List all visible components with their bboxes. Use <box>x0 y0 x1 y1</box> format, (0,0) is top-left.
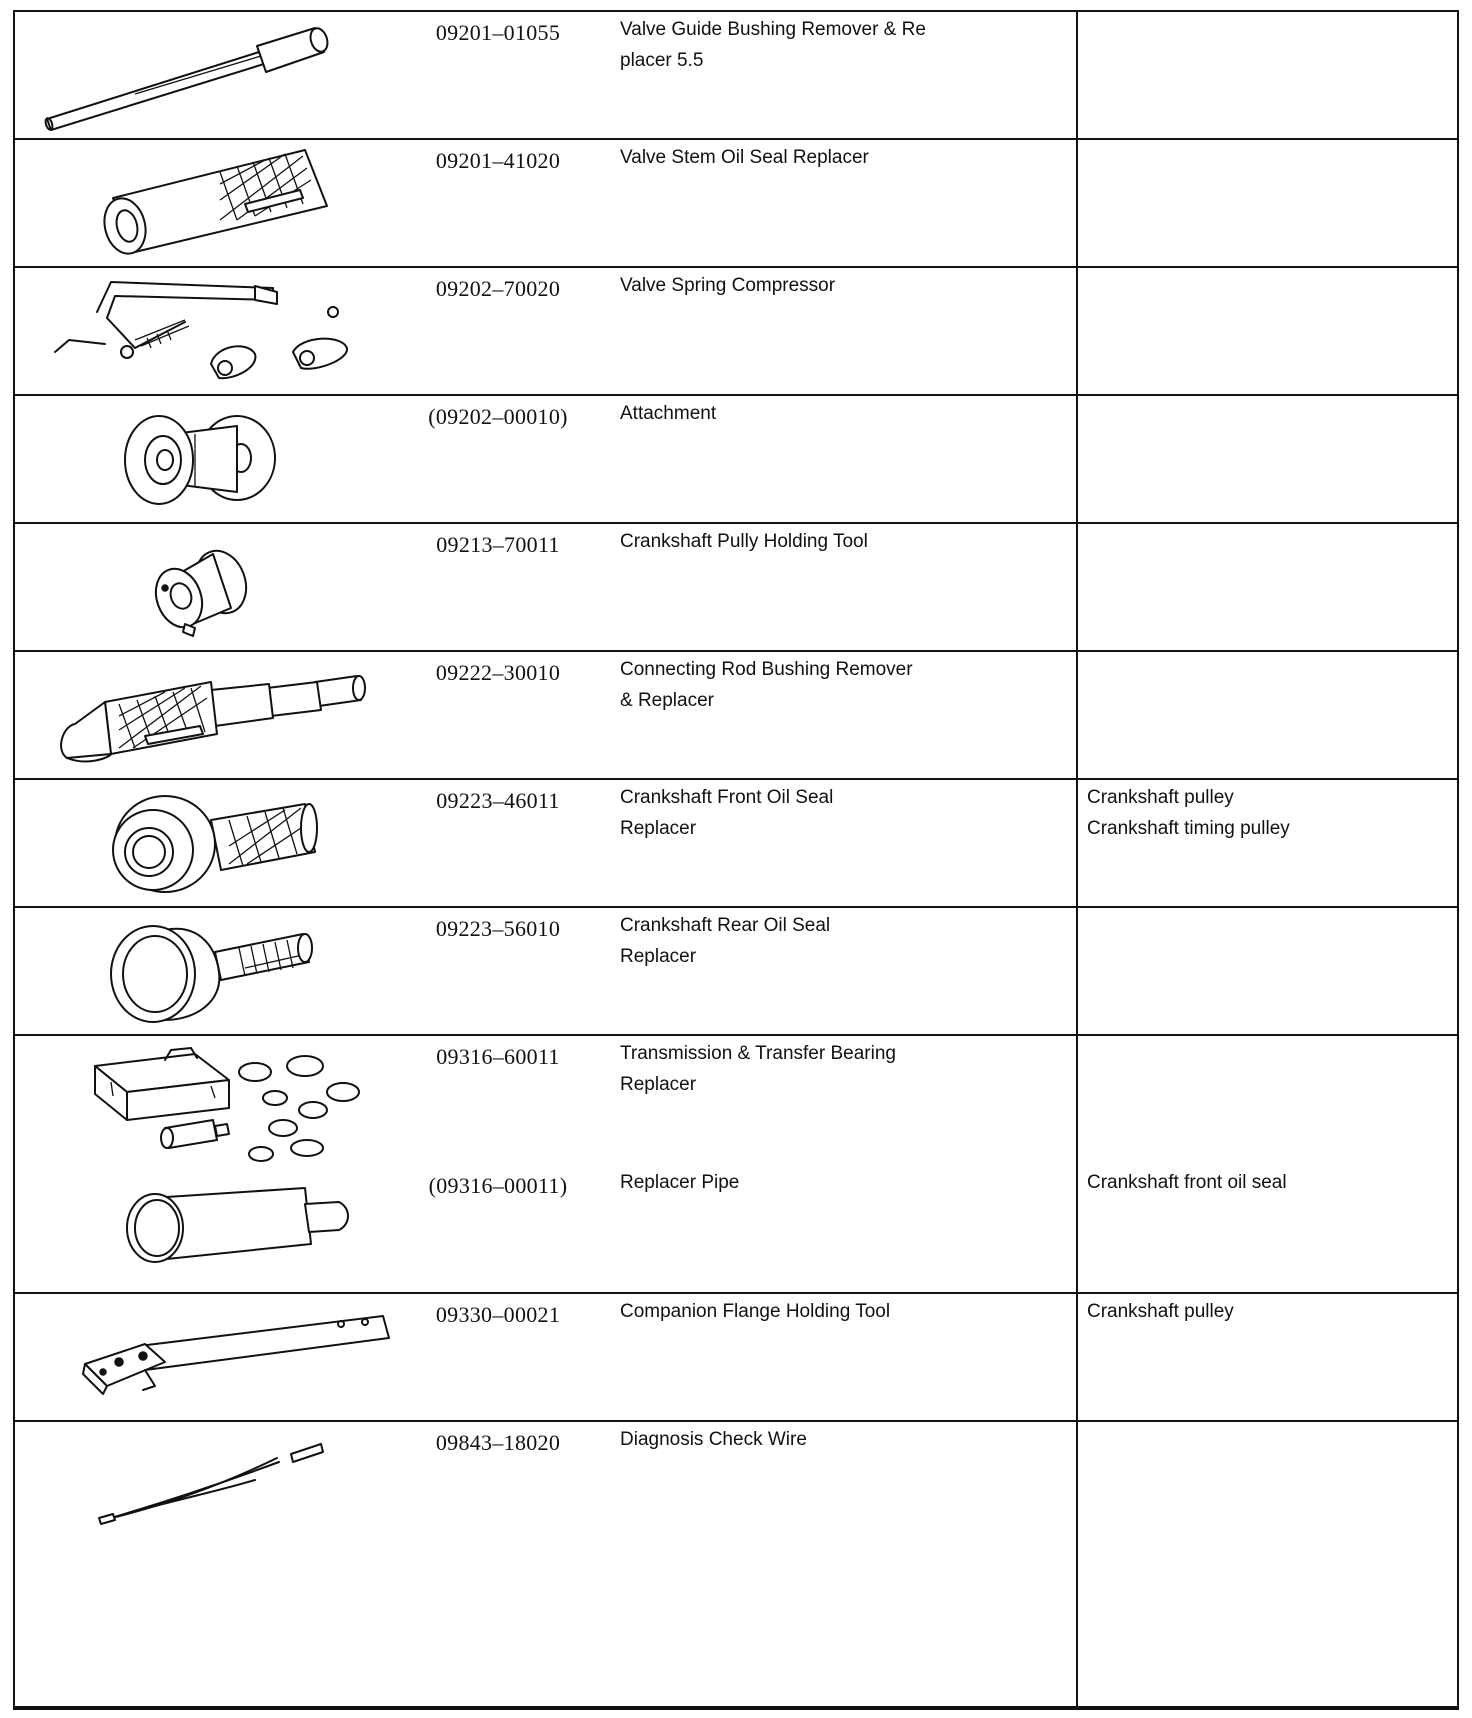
table-row <box>15 140 1457 268</box>
tool-name: Replacer Pipe <box>620 1172 740 1193</box>
tool-name: Valve Spring Compressor <box>620 275 836 296</box>
companion-flange-holding-tool-icon <box>15 1294 435 1420</box>
tool-use: Crankshaft pulley <box>1087 1301 1234 1322</box>
tool-name: Companion Flange Holding Tool <box>620 1301 891 1322</box>
part-number: 09843–18020 <box>435 1430 561 1455</box>
part-number: 09316–60011 <box>436 1044 560 1069</box>
tool-name: Valve Stem Oil Seal Replacer <box>620 147 869 168</box>
tool-name: Transmission & Transfer Bearing Replacer <box>620 1043 896 1095</box>
attachment-icon <box>15 396 435 522</box>
part-number: 09222–30010 <box>435 660 561 685</box>
replacer-pipe-icon <box>15 1166 435 1294</box>
table-row <box>15 1294 1457 1422</box>
tool-name: Crankshaft Pully Holding Tool <box>620 531 868 552</box>
table-row <box>15 524 1457 652</box>
table-row <box>15 908 1457 1036</box>
valve-spring-compressor-icon <box>15 268 435 394</box>
tool-name: Connecting Rod Bushing Remover & Replacer <box>620 659 913 711</box>
table-row <box>15 268 1457 396</box>
connecting-rod-bushing-tool-icon <box>15 652 435 778</box>
tool-use: Crankshaft front oil seal <box>1087 1172 1287 1193</box>
part-number: 09202–70020 <box>435 276 561 301</box>
table-row <box>15 1422 1457 1708</box>
tool-name: Attachment <box>620 403 717 424</box>
crankshaft-front-oil-seal-replacer-icon <box>15 780 435 906</box>
part-number: (09316–00011) <box>428 1173 568 1198</box>
part-number: 09213–70011 <box>436 532 560 557</box>
table-row <box>15 396 1457 524</box>
tool-name: Valve Guide Bushing Remover & Re placer 5.5 <box>620 19 926 71</box>
part-number: 09330–00021 <box>435 1302 561 1327</box>
table-row <box>15 12 1457 140</box>
part-number: (09202–00010) <box>428 404 568 429</box>
diagnosis-check-wire-icon <box>15 1422 435 1706</box>
valve-stem-oil-seal-replacer-icon <box>15 140 435 266</box>
bearing-replacer-set-icon <box>15 1036 435 1292</box>
table-row <box>15 652 1457 780</box>
crankshaft-rear-oil-seal-replacer-icon <box>15 908 435 1034</box>
table-row <box>15 1036 1457 1294</box>
part-number: 09223–46011 <box>436 788 560 813</box>
crankshaft-pully-holding-tool-icon <box>15 524 435 650</box>
part-number: 09201–41020 <box>435 148 561 173</box>
tool-use: Crankshaft pulley Crankshaft timing pulley <box>1087 787 1290 839</box>
table-row <box>15 780 1457 908</box>
special-service-tools-table <box>13 10 1459 1710</box>
column-divider <box>1076 12 1078 1708</box>
valve-guide-bushing-remover-icon <box>15 12 435 138</box>
tool-name: Crankshaft Front Oil Seal Replacer <box>620 787 834 839</box>
part-number: 09201–01055 <box>435 20 561 45</box>
tool-name: Diagnosis Check Wire <box>620 1429 807 1450</box>
part-number: 09223–56010 <box>435 916 561 941</box>
tool-name: Crankshaft Rear Oil Seal Replacer <box>620 915 831 967</box>
